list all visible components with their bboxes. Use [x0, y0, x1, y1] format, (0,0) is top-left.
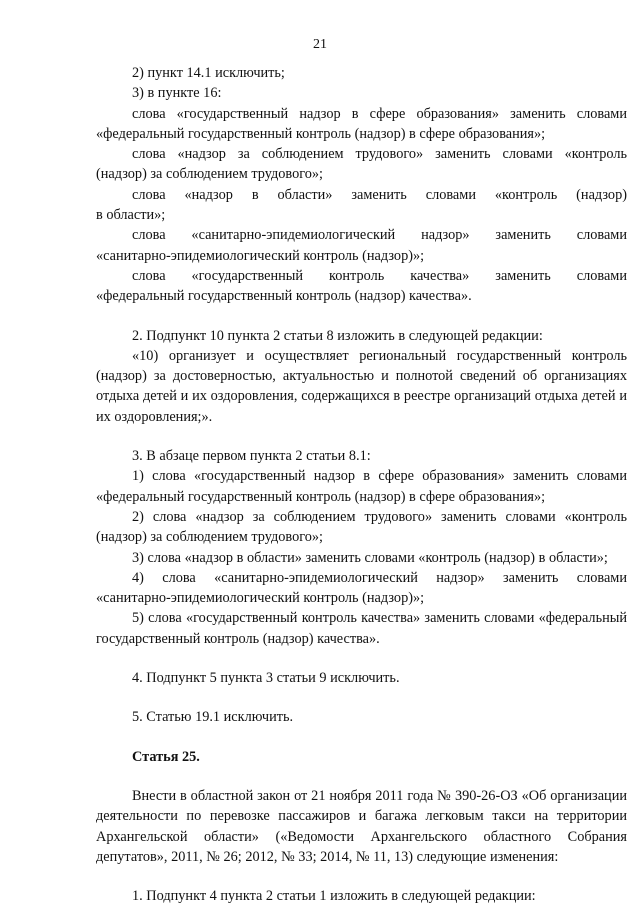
paragraph: 2) пункт 14.1 исключить;	[132, 65, 285, 81]
paragraph: «10) организует и осуществляет региональный государственный контроль (надзор) за достоверностью, актуальностью и полнотой сведений об организациях отдыха детей и их оздоровления, содержащихся в реестре организаций отдыха детей и их оздоровления;».	[96, 347, 627, 425]
paragraph-gap	[96, 767, 627, 786]
paragraph: 4. Подпункт 5 пункта 3 статьи 9 исключить.	[132, 670, 400, 687]
paragraph: 1) слова «государственный надзор в сфере образования» заменить словами «федеральный государственный контроль (надзор) в сфере образования»;	[96, 468, 627, 505]
paragraph-gap	[96, 307, 627, 326]
paragraph: «санитарно-эпидемиологический контроль (надзор)»;	[96, 247, 425, 264]
paragraph: слова «санитарно-эпидемиологический надзор» заменить словами	[132, 227, 627, 244]
paragraph: (надзор) за соблюдением трудового»;	[96, 166, 323, 183]
paragraph: 3) в пункте 16:	[132, 85, 222, 102]
article-heading: Статья 25.	[132, 748, 200, 765]
paragraph: слова «надзор за соблюдением трудового» заменить словами «контроль	[132, 146, 627, 163]
paragraph: слова «надзор в области» заменить словами «контроль (надзор)	[132, 186, 627, 203]
paragraph: в области»;	[96, 207, 166, 224]
paragraph: 1. Подпункт 4 пункта 2 статьи 1 изложить в следующей редакции:	[132, 888, 536, 905]
document-body	[96, 63, 627, 906]
page-number: 21	[313, 37, 327, 52]
paragraph: 3) слова «надзор в области» заменить словами «контроль (надзор) в области»;	[132, 549, 608, 566]
paragraph-gap	[96, 649, 627, 668]
paragraph: 4) слова «санитарно-эпидемиологический надзор» заменить словами «санитарно-эпидемиологический контроль (надзор)»;	[96, 569, 627, 607]
paragraph: «федеральный государственный контроль (надзор) качества».	[96, 288, 472, 305]
paragraph-gap	[96, 728, 627, 747]
paragraph: «федеральный государственный контроль (надзор) в сфере образования»;	[96, 125, 546, 142]
paragraph: слова «государственный контроль качества» заменить словами	[132, 267, 627, 284]
paragraph: 2) слова «надзор за соблюдением трудового» заменить словами «контроль (надзор) за соблюдением трудового»;	[96, 508, 627, 546]
paragraph: 5) слова «государственный контроль качества» заменить словами «федеральный государственный контроль (надзор) качества».	[96, 610, 627, 647]
paragraph: Внести в областной закон от 21 ноября 2011 года № 390-26-ОЗ «Об организации деятельности по перевозке пассажиров и багажа легковым такси на территории Архангельской области» («Ведомости Архангельского областного Собрания депутатов», 2011, № 26; 2012, № 33; 2014, № 11, 13) следующие изменения:	[96, 787, 627, 865]
paragraph: 2. Подпункт 10 пункта 2 статьи 8 изложить в следующей редакции:	[132, 327, 543, 344]
paragraph: 3. В абзаце первом пункта 2 статьи 8.1:	[132, 448, 371, 465]
paragraph-gap	[96, 688, 627, 707]
paragraph-gap	[96, 867, 627, 886]
paragraph: 5. Статью 19.1 исключить.	[132, 709, 294, 726]
paragraph-gap	[96, 427, 627, 446]
paragraph: слова «государственный надзор в сфере образования» заменить словами	[132, 105, 627, 122]
